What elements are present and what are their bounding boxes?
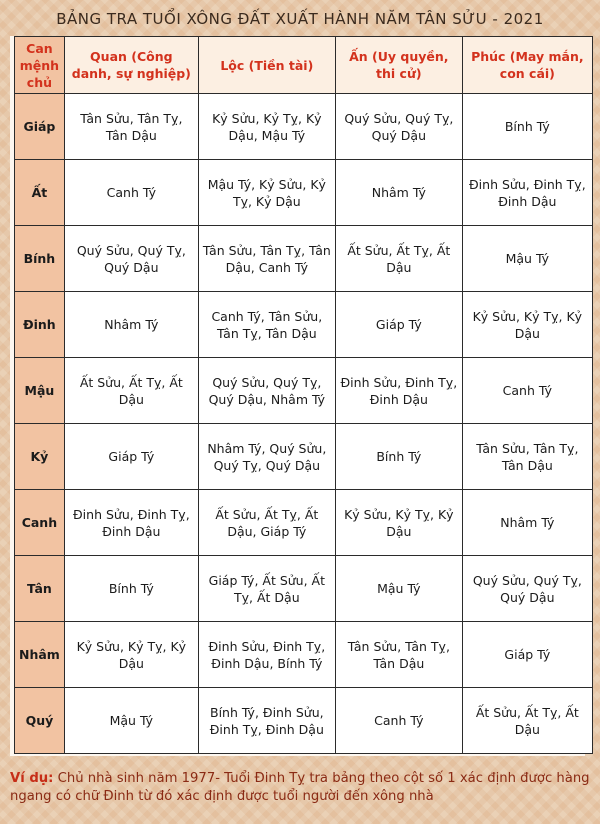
table-cell: Giáp Tý <box>64 424 198 490</box>
can-cell: Ất <box>15 160 65 226</box>
table-row <box>15 556 593 622</box>
table-cell: Bính Tý <box>64 556 198 622</box>
table-cell: Giáp Tý, Ất Sửu, Ất Tỵ, Ất Dậu <box>198 556 335 622</box>
table-cell: Tân Sửu, Tân Tỵ, Tân Dậu, Canh Tý <box>198 226 335 292</box>
table-row <box>15 226 593 292</box>
example-note <box>10 770 590 806</box>
table-row <box>15 292 593 358</box>
table-cell: Kỷ Sửu, Kỷ Tỵ, Kỷ Dậu <box>64 622 198 688</box>
table-cell: Tân Sửu, Tân Tỵ, Tân Dậu <box>335 622 462 688</box>
table-row <box>15 490 593 556</box>
can-cell: Bính <box>15 226 65 292</box>
can-cell: Tân <box>15 556 65 622</box>
table-cell: Quý Sửu, Quý Tỵ, Quý Dậu <box>462 556 592 622</box>
can-cell: Kỷ <box>15 424 65 490</box>
table-cell: Nhâm Tý, Quý Sửu, Quý Tỵ, Quý Dậu <box>198 424 335 490</box>
header-phuc: Phúc (May mắn, con cái) <box>462 37 592 94</box>
table-cell: Nhâm Tý <box>335 160 462 226</box>
table-row <box>15 688 593 754</box>
can-cell: Giáp <box>15 94 65 160</box>
table-cell: Bính Tý <box>462 94 592 160</box>
table-cell: Mậu Tý, Kỷ Sửu, Kỷ Tỵ, Kỷ Dậu <box>198 160 335 226</box>
header-quan: Quan (Công danh, sự nghiệp) <box>64 37 198 94</box>
table-cell: Canh Tý <box>462 358 592 424</box>
table-cell: Canh Tý <box>64 160 198 226</box>
table-cell: Quý Sửu, Quý Tỵ, Quý Dậu <box>64 226 198 292</box>
table-cell: Kỷ Sửu, Kỷ Tỵ, Kỷ Dậu <box>462 292 592 358</box>
can-cell: Canh <box>15 490 65 556</box>
example-text: Chủ nhà sinh năm 1977- Tuổi Đinh Tỵ tra bảng theo cột số 1 xác định được hàng ngang có chữ Đinh từ đó xác định được tuổi người đến xông nhà <box>10 771 590 804</box>
table-cell: Quý Sửu, Quý Tỵ, Quý Dậu <box>335 94 462 160</box>
table-cell: Đinh Sửu, Đinh Tỵ, Đinh Dậu <box>64 490 198 556</box>
table-cell: Tân Sửu, Tân Tỵ, Tân Dậu <box>64 94 198 160</box>
can-cell: Nhâm <box>15 622 65 688</box>
table-cell: Đinh Sửu, Đinh Tỵ, Đinh Dậu <box>462 160 592 226</box>
header-an: Ấn (Uy quyền, thi cử) <box>335 37 462 94</box>
header-can-menh-chu: Can mệnh chủ <box>15 37 65 94</box>
table-cell: Kỷ Sửu, Kỷ Tỵ, Kỷ Dậu <box>335 490 462 556</box>
table-row <box>15 622 593 688</box>
table-cell: Bính Tý, Đinh Sửu, Đinh Tỵ, Đinh Dậu <box>198 688 335 754</box>
can-cell: Quý <box>15 688 65 754</box>
table-cell: Giáp Tý <box>335 292 462 358</box>
table-cell: Ất Sửu, Ất Tỵ, Ất Dậu <box>462 688 592 754</box>
table-cell: Mậu Tý <box>64 688 198 754</box>
table-cell: Ất Sửu, Ất Tỵ, Ất Dậu, Giáp Tý <box>198 490 335 556</box>
age-lookup-table <box>14 36 593 754</box>
header-loc: Lộc (Tiền tài) <box>198 37 335 94</box>
table-row <box>15 424 593 490</box>
table-cell: Canh Tý, Tân Sửu, Tân Tỵ, Tân Dậu <box>198 292 335 358</box>
table-cell: Mậu Tý <box>335 556 462 622</box>
example-label: Ví dụ: <box>10 771 54 786</box>
can-cell: Đinh <box>15 292 65 358</box>
table-row <box>15 160 593 226</box>
table-cell: Tân Sửu, Tân Tỵ, Tân Dậu <box>462 424 592 490</box>
table-row <box>15 94 593 160</box>
table-cell: Giáp Tý <box>462 622 592 688</box>
table-cell: Đinh Sửu, Đinh Tỵ, Đinh Dậu <box>335 358 462 424</box>
table-cell: Mậu Tý <box>462 226 592 292</box>
table-cell: Ất Sửu, Ất Tỵ, Ất Dậu <box>64 358 198 424</box>
table-cell: Bính Tý <box>335 424 462 490</box>
table-cell: Canh Tý <box>335 688 462 754</box>
table-cell: Ất Sửu, Ất Tỵ, Ất Dậu <box>335 226 462 292</box>
table-cell: Đinh Sửu, Đinh Tỵ, Đinh Dậu, Bính Tý <box>198 622 335 688</box>
table-row <box>15 358 593 424</box>
table-cell: Nhâm Tý <box>462 490 592 556</box>
table-cell: Quý Sửu, Quý Tỵ, Quý Dậu, Nhâm Tý <box>198 358 335 424</box>
table-cell: Kỷ Sửu, Kỷ Tỵ, Kỷ Dậu, Mậu Tý <box>198 94 335 160</box>
page-title: BẢNG TRA TUỔI XÔNG ĐẤT XUẤT HÀNH NĂM TÂN SỬU - 2021 <box>56 10 544 28</box>
table-cell: Nhâm Tý <box>64 292 198 358</box>
can-cell: Mậu <box>15 358 65 424</box>
